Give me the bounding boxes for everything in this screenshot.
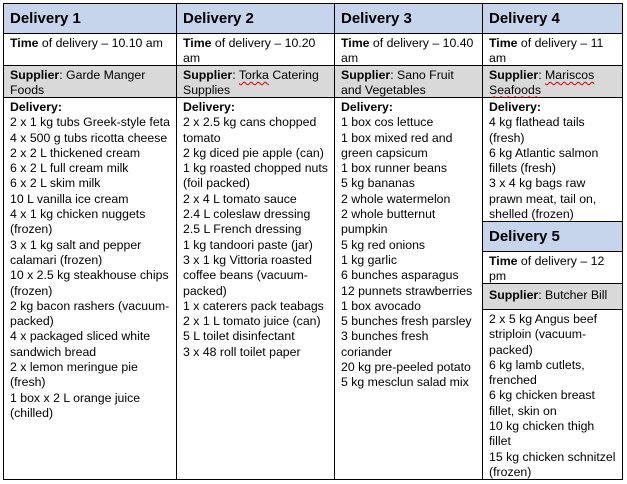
list-item: 3 x 1 kg Vittoria roasted coffee beans (vacuum-packed) xyxy=(183,252,312,298)
delivery-4-header xyxy=(483,4,622,34)
delivery-4-items xyxy=(483,98,622,222)
supplier-name-misspelled: Mariscos Seafoods xyxy=(489,68,595,97)
delivery-4-supplier xyxy=(483,66,622,98)
list-item: 4 x 1 kg chicken nuggets (frozen) xyxy=(10,207,146,237)
list-item: 6 x 2 L full cream milk xyxy=(10,161,129,176)
list-item: 1 kg roasted chopped nuts (foil packed) xyxy=(183,161,328,191)
delivery-3-header xyxy=(335,4,482,34)
time-label: Time xyxy=(489,254,518,268)
delivery-label: Delivery: xyxy=(10,100,62,114)
time-value: of delivery – 10.20 am xyxy=(183,36,316,65)
time-label: Time xyxy=(10,36,39,50)
supplier-name: Catering Supplies xyxy=(183,68,319,97)
list-item: 1 box mixed red and green capsicum xyxy=(341,130,453,160)
list-item: 10 kg chicken thigh fillet xyxy=(489,419,595,449)
delivery-label: Delivery: xyxy=(489,100,541,114)
delivery-3-time xyxy=(335,34,482,66)
list-item: 2 kg diced pie apple (can) xyxy=(183,145,324,160)
list-item: 1 box x 2 L orange juice (chilled) xyxy=(10,390,141,420)
delivery-4-5-column xyxy=(482,4,622,479)
supplier-label: Supplier xyxy=(489,68,539,82)
delivery-5-items xyxy=(483,310,622,479)
supplier-colon: : xyxy=(390,68,398,82)
list-item: 4 x packaged sliced white sandwich bread xyxy=(10,329,151,359)
delivery-label: Delivery: xyxy=(341,100,393,114)
delivery-5-title: Delivery 5 xyxy=(489,228,560,245)
delivery-4-title: Delivery 4 xyxy=(489,10,560,27)
delivery-2-column xyxy=(176,4,334,479)
delivery-1-supplier xyxy=(4,66,176,98)
list-item: 2 whole watermelon xyxy=(341,191,451,206)
list-item: 2 x lemon meringue pie (fresh) xyxy=(10,360,138,390)
list-item: 1 box cos lettuce xyxy=(341,115,434,130)
list-item: 1 x caterers pack teabags xyxy=(183,298,324,313)
list-item: 1 box avocado xyxy=(341,298,421,313)
delivery-5-time xyxy=(483,252,622,284)
list-item: 10 x 2.5 kg steakhouse chips (frozen) xyxy=(10,268,169,298)
list-item: 2 x 4 L tomato sauce xyxy=(183,191,297,206)
delivery-3-supplier xyxy=(335,66,482,98)
supplier-colon: : xyxy=(538,288,546,302)
list-item: 6 x 2 L skim milk xyxy=(10,176,101,191)
list-item: 1 kg tandoori paste (jar) xyxy=(183,237,313,252)
time-value: of delivery – 12 pm xyxy=(489,254,605,283)
supplier-colon: : xyxy=(232,68,239,82)
supplier-label: Supplier xyxy=(489,288,539,302)
list-item: 2 whole butternut pumpkin xyxy=(341,207,436,237)
delivery-1-header xyxy=(4,4,176,34)
supplier-name: Butcher Bill xyxy=(545,288,608,302)
supplier-label: Supplier xyxy=(341,68,391,82)
supplier-name: Garde Manger Foods xyxy=(10,68,146,97)
delivery-3-items xyxy=(335,98,482,479)
list-item: 12 punnets strawberries xyxy=(341,283,473,298)
list-item: 3 x 1 kg salt and pepper calamari (frozen) xyxy=(10,237,142,267)
list-item: 5 kg red onions xyxy=(341,237,426,252)
list-item: 6 bunches asparagus xyxy=(341,268,459,283)
list-item: 1 kg garlic xyxy=(341,252,398,267)
delivery-1-title: Delivery 1 xyxy=(10,10,81,27)
list-item: 3 x 4 kg bags raw prawn meat, tail on, shelled (frozen) xyxy=(489,176,597,222)
delivery-2-supplier xyxy=(177,66,334,98)
list-item: 2 kg bacon rashers (vacuum-packed) xyxy=(10,298,170,329)
time-value: of delivery – 10.10 am xyxy=(38,36,163,50)
supplier-colon: : xyxy=(538,68,546,82)
list-item: 2.5 L French dressing xyxy=(183,222,302,237)
list-item: 2 x 1 kg tubs Greek-style feta xyxy=(10,115,170,130)
list-item: 5 bunches fresh parsley xyxy=(341,314,472,329)
supplier-name: Sano Fruit and Vegetables xyxy=(341,68,454,97)
time-value: of delivery – 10.40 am xyxy=(341,36,474,65)
delivery-3-column xyxy=(334,4,482,479)
list-item: 4 kg flathead tails (fresh) xyxy=(489,115,585,145)
list-item: 3 bunches fresh coriander xyxy=(341,329,429,359)
list-item: 4 x 500 g tubs ricotta cheese xyxy=(10,130,168,145)
time-label: Time xyxy=(341,36,370,50)
supplier-colon: : xyxy=(59,68,67,82)
list-item: 2 x 2 L thickened cream xyxy=(10,145,141,160)
delivery-2-title: Delivery 2 xyxy=(183,10,254,27)
list-item: 5 kg mesclun salad mix xyxy=(341,375,469,390)
list-item: 2.4 L coleslaw dressing xyxy=(183,207,311,222)
list-item: 1 box runner beans xyxy=(341,161,447,176)
list-item: 15 kg chicken schnitzel (frozen) xyxy=(489,449,616,479)
delivery-label: Delivery: xyxy=(183,100,235,114)
list-item: 5 kg bananas xyxy=(341,176,415,191)
list-item: 3 x 48 roll toilet paper xyxy=(183,344,301,359)
list-item: 2 x 2.5 kg cans chopped tomato xyxy=(183,115,317,145)
delivery-4-time xyxy=(483,34,622,66)
list-item: 10 L vanilla ice cream xyxy=(10,191,129,206)
list-item: 6 kg Atlantic salmon fillets (fresh) xyxy=(489,145,599,176)
delivery-1-items xyxy=(4,98,176,479)
list-item: 2 x 5 kg Angus beef striploin (vacuum-packed) xyxy=(489,312,598,357)
delivery-3-title: Delivery 3 xyxy=(341,10,412,27)
delivery-schedule-table xyxy=(3,3,623,480)
supplier-label: Supplier xyxy=(10,68,60,82)
delivery-5-supplier xyxy=(483,284,622,310)
list-item: 2 x 1 L tomato juice (can) xyxy=(183,314,321,329)
supplier-label: Supplier xyxy=(183,68,233,82)
delivery-1-time xyxy=(4,34,176,66)
delivery-2-items xyxy=(177,98,334,479)
list-item: 20 kg pre-peeled potato xyxy=(341,360,471,375)
supplier-name-misspelled: Torka xyxy=(238,68,269,82)
list-item: 6 kg lamb cutlets, frenched xyxy=(489,357,585,388)
time-value: of delivery – 11 am xyxy=(489,36,604,65)
list-item: 6 kg chicken breast fillet, skin on xyxy=(489,388,595,418)
time-label: Time xyxy=(489,36,518,50)
delivery-2-header xyxy=(177,4,334,34)
delivery-5-header xyxy=(483,222,622,252)
time-label: Time xyxy=(183,36,212,50)
delivery-1-column xyxy=(4,4,176,479)
delivery-2-time xyxy=(177,34,334,66)
list-item: 5 L toilet disinfectant xyxy=(183,329,295,344)
